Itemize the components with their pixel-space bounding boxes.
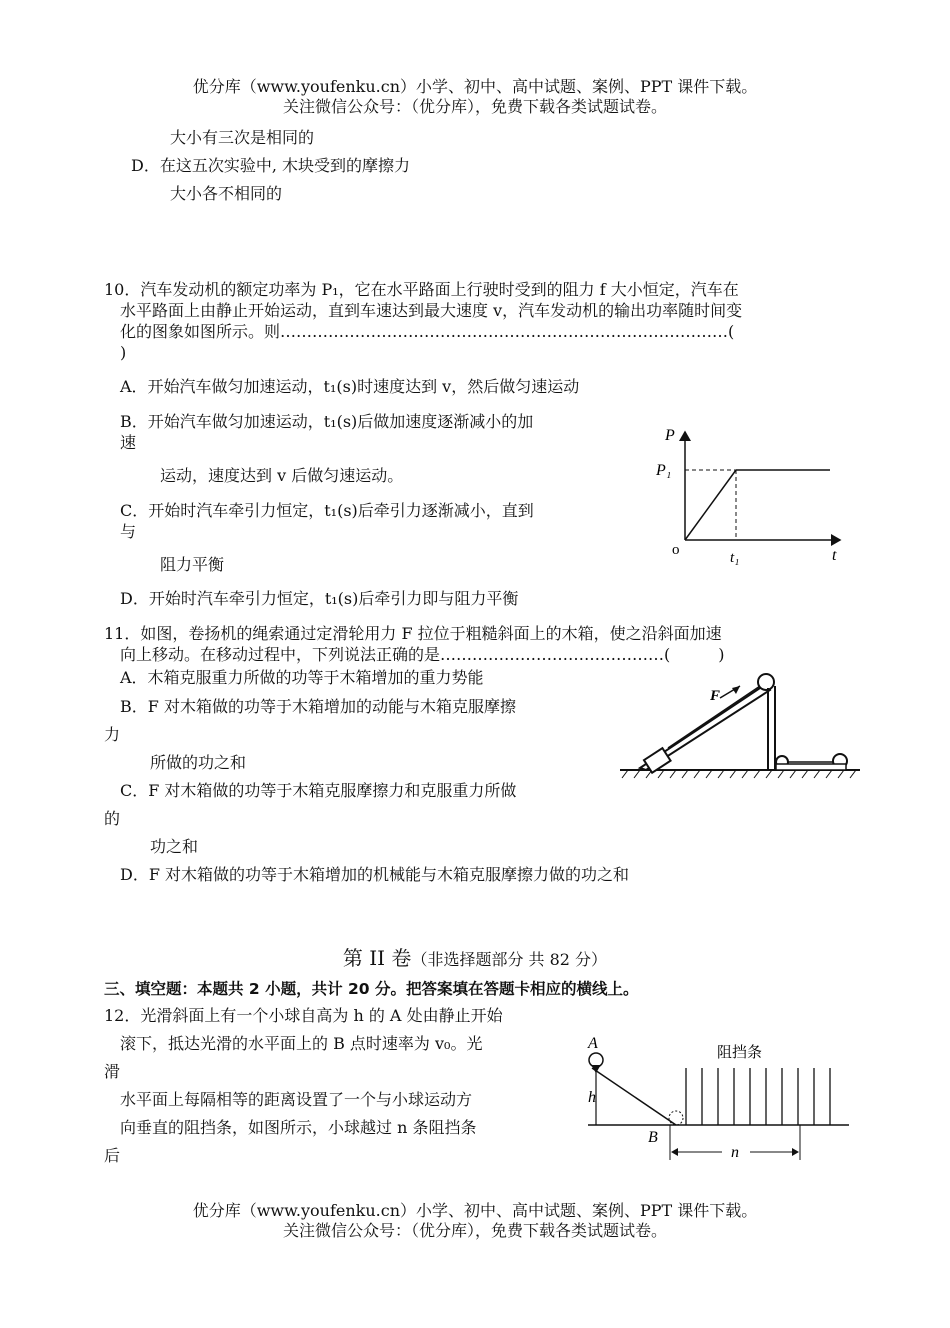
q10-option-d: D．开始时汽车牵引力恒定，t₁(s)后牵引力即与阻力平衡 bbox=[120, 589, 519, 608]
section-2-heading bbox=[0, 948, 950, 970]
ramp-line bbox=[685, 470, 736, 540]
q9-option-d: D．在这五次实验中, 木块受到的摩擦力 bbox=[131, 156, 411, 175]
q11-option-b-wrap: 力 bbox=[104, 725, 121, 744]
y-axis-label: P bbox=[665, 427, 675, 444]
ground-hatching bbox=[622, 770, 856, 778]
height-label: h bbox=[588, 1089, 596, 1106]
q10-option-b-continuation: 运动，速度达到 v 后做匀速运动。 bbox=[160, 466, 404, 485]
q10-option-b-wrap: 速 bbox=[120, 433, 137, 452]
q11-stem-line-2: 向上移动。在移动过程中，下列说法正确的是……………………………………( ) bbox=[120, 645, 725, 664]
q12-line-3: 滑 bbox=[104, 1062, 121, 1081]
point-b-label: B bbox=[648, 1129, 658, 1146]
q12-line-1: 12．光滑斜面上有一个小球自高为 h 的 A 处由静止开始 bbox=[104, 1006, 503, 1025]
incline-surface bbox=[592, 1068, 676, 1125]
part-3-instruction: 三、填空题：本题共 2 小题，共计 20 分。把答案填在答题卡相应的横线上。 bbox=[104, 980, 639, 998]
x-axis-label: t bbox=[832, 547, 837, 564]
q10-stem-line-4: ) bbox=[120, 343, 127, 362]
q11-option-d: D．F 对木箱做的功等于木箱增加的机械能与木箱克服摩擦力做的功之和 bbox=[120, 865, 630, 884]
t1-label: t₁ bbox=[730, 550, 740, 566]
q12-line-5: 向垂直的阻挡条，如图所示，小球越过 n 条阻挡条 bbox=[120, 1118, 477, 1137]
q11-option-c-wrap: 的 bbox=[104, 809, 121, 828]
pulley bbox=[758, 674, 774, 690]
q11-option-a: A．木箱克服重力所做的功等于木箱增加的重力势能 bbox=[120, 668, 484, 687]
section-2-title: 第 II 卷 bbox=[342, 946, 412, 970]
q11-option-c-continuation: 功之和 bbox=[150, 837, 199, 856]
q10-option-c-wrap: 与 bbox=[120, 522, 137, 541]
footer-line-2: 关注微信公众号：（优分库），免费下载各类试题试卷。 bbox=[282, 1221, 667, 1240]
q9-option-d-continuation: 大小各不相同的 bbox=[170, 184, 283, 203]
q10-option-c: C．开始时汽车牵引力恒定，t₁(s)后牵引力逐渐减小，直到 bbox=[120, 501, 534, 520]
q10-power-time-graph bbox=[650, 420, 850, 575]
ball-at-b-dashed bbox=[669, 1111, 683, 1125]
ball bbox=[589, 1053, 603, 1067]
q10-option-b: B．开始汽车做匀加速运动，t₁(s)后做加速度逐渐减小的加 bbox=[120, 412, 534, 431]
q10-option-c-continuation: 阻力平衡 bbox=[160, 555, 225, 574]
q10-stem-line-3: 化的图象如图所示。则…………………………………………………………………………( bbox=[120, 322, 735, 341]
section-2-subtitle: （非选择题部分 共 82 分） bbox=[411, 950, 608, 969]
header-line-2: 关注微信公众号：（优分库），免费下载各类试题试卷。 bbox=[282, 97, 667, 116]
p1-label: P₁ bbox=[656, 462, 672, 479]
q10-option-a: A．开始汽车做匀加速运动，t₁(s)时速度达到 v，然后做匀速运动 bbox=[120, 377, 580, 396]
q12-line-4: 水平面上每隔相等的距离设置了一个与小球运动方 bbox=[120, 1090, 473, 1109]
q12-line-2: 滚下，抵达光滑的水平面上的 B 点时速率为 v₀。光 bbox=[120, 1034, 483, 1053]
footer-line-1: 优分库（www.youfenku.cn）小学、初中、高中试题、案例、PPT 课件下载。 bbox=[192, 1201, 758, 1220]
q11-option-b: B．F 对木箱做的功等于木箱增加的动能与木箱克服摩擦 bbox=[120, 697, 516, 716]
q12-incline-barrier-figure bbox=[574, 1030, 856, 1170]
q11-option-c: C．F 对木箱做的功等于木箱克服摩擦力和克服重力所做 bbox=[120, 781, 517, 800]
force-label: F bbox=[710, 688, 721, 704]
q9-option-c-continuation: 大小有三次是相同的 bbox=[170, 128, 315, 147]
header-line-1: 优分库（www.youfenku.cn）小学、初中、高中试题、案例、PPT 课件下载。 bbox=[192, 77, 758, 96]
q11-stem-line-1: 11．如图，卷扬机的绳索通过定滑轮用力 F 拉位于粗糙斜面上的木箱，使之沿斜面加速 bbox=[104, 624, 722, 643]
q11-winch-incline-figure bbox=[618, 668, 863, 793]
point-a-label: A bbox=[588, 1035, 598, 1052]
q10-stem-line-2: 水平路面上由静止开始运动，直到车速达到最大速度 v，汽车发动机的输出功率随时间变 bbox=[120, 301, 743, 320]
barrier-strips bbox=[686, 1068, 830, 1125]
n-label: n bbox=[731, 1144, 739, 1161]
barrier-label: 阻挡条 bbox=[717, 1045, 763, 1061]
winch-base bbox=[776, 764, 846, 770]
origin-label: o bbox=[672, 542, 680, 558]
q10-stem-line-1: 10．汽车发动机的额定功率为 P₁，它在水平路面上行驶时受到的阻力 f 大小恒定，汽车在 bbox=[104, 280, 739, 299]
q12-line-6: 后 bbox=[104, 1146, 121, 1165]
q11-option-b-continuation: 所做的功之和 bbox=[150, 753, 247, 772]
